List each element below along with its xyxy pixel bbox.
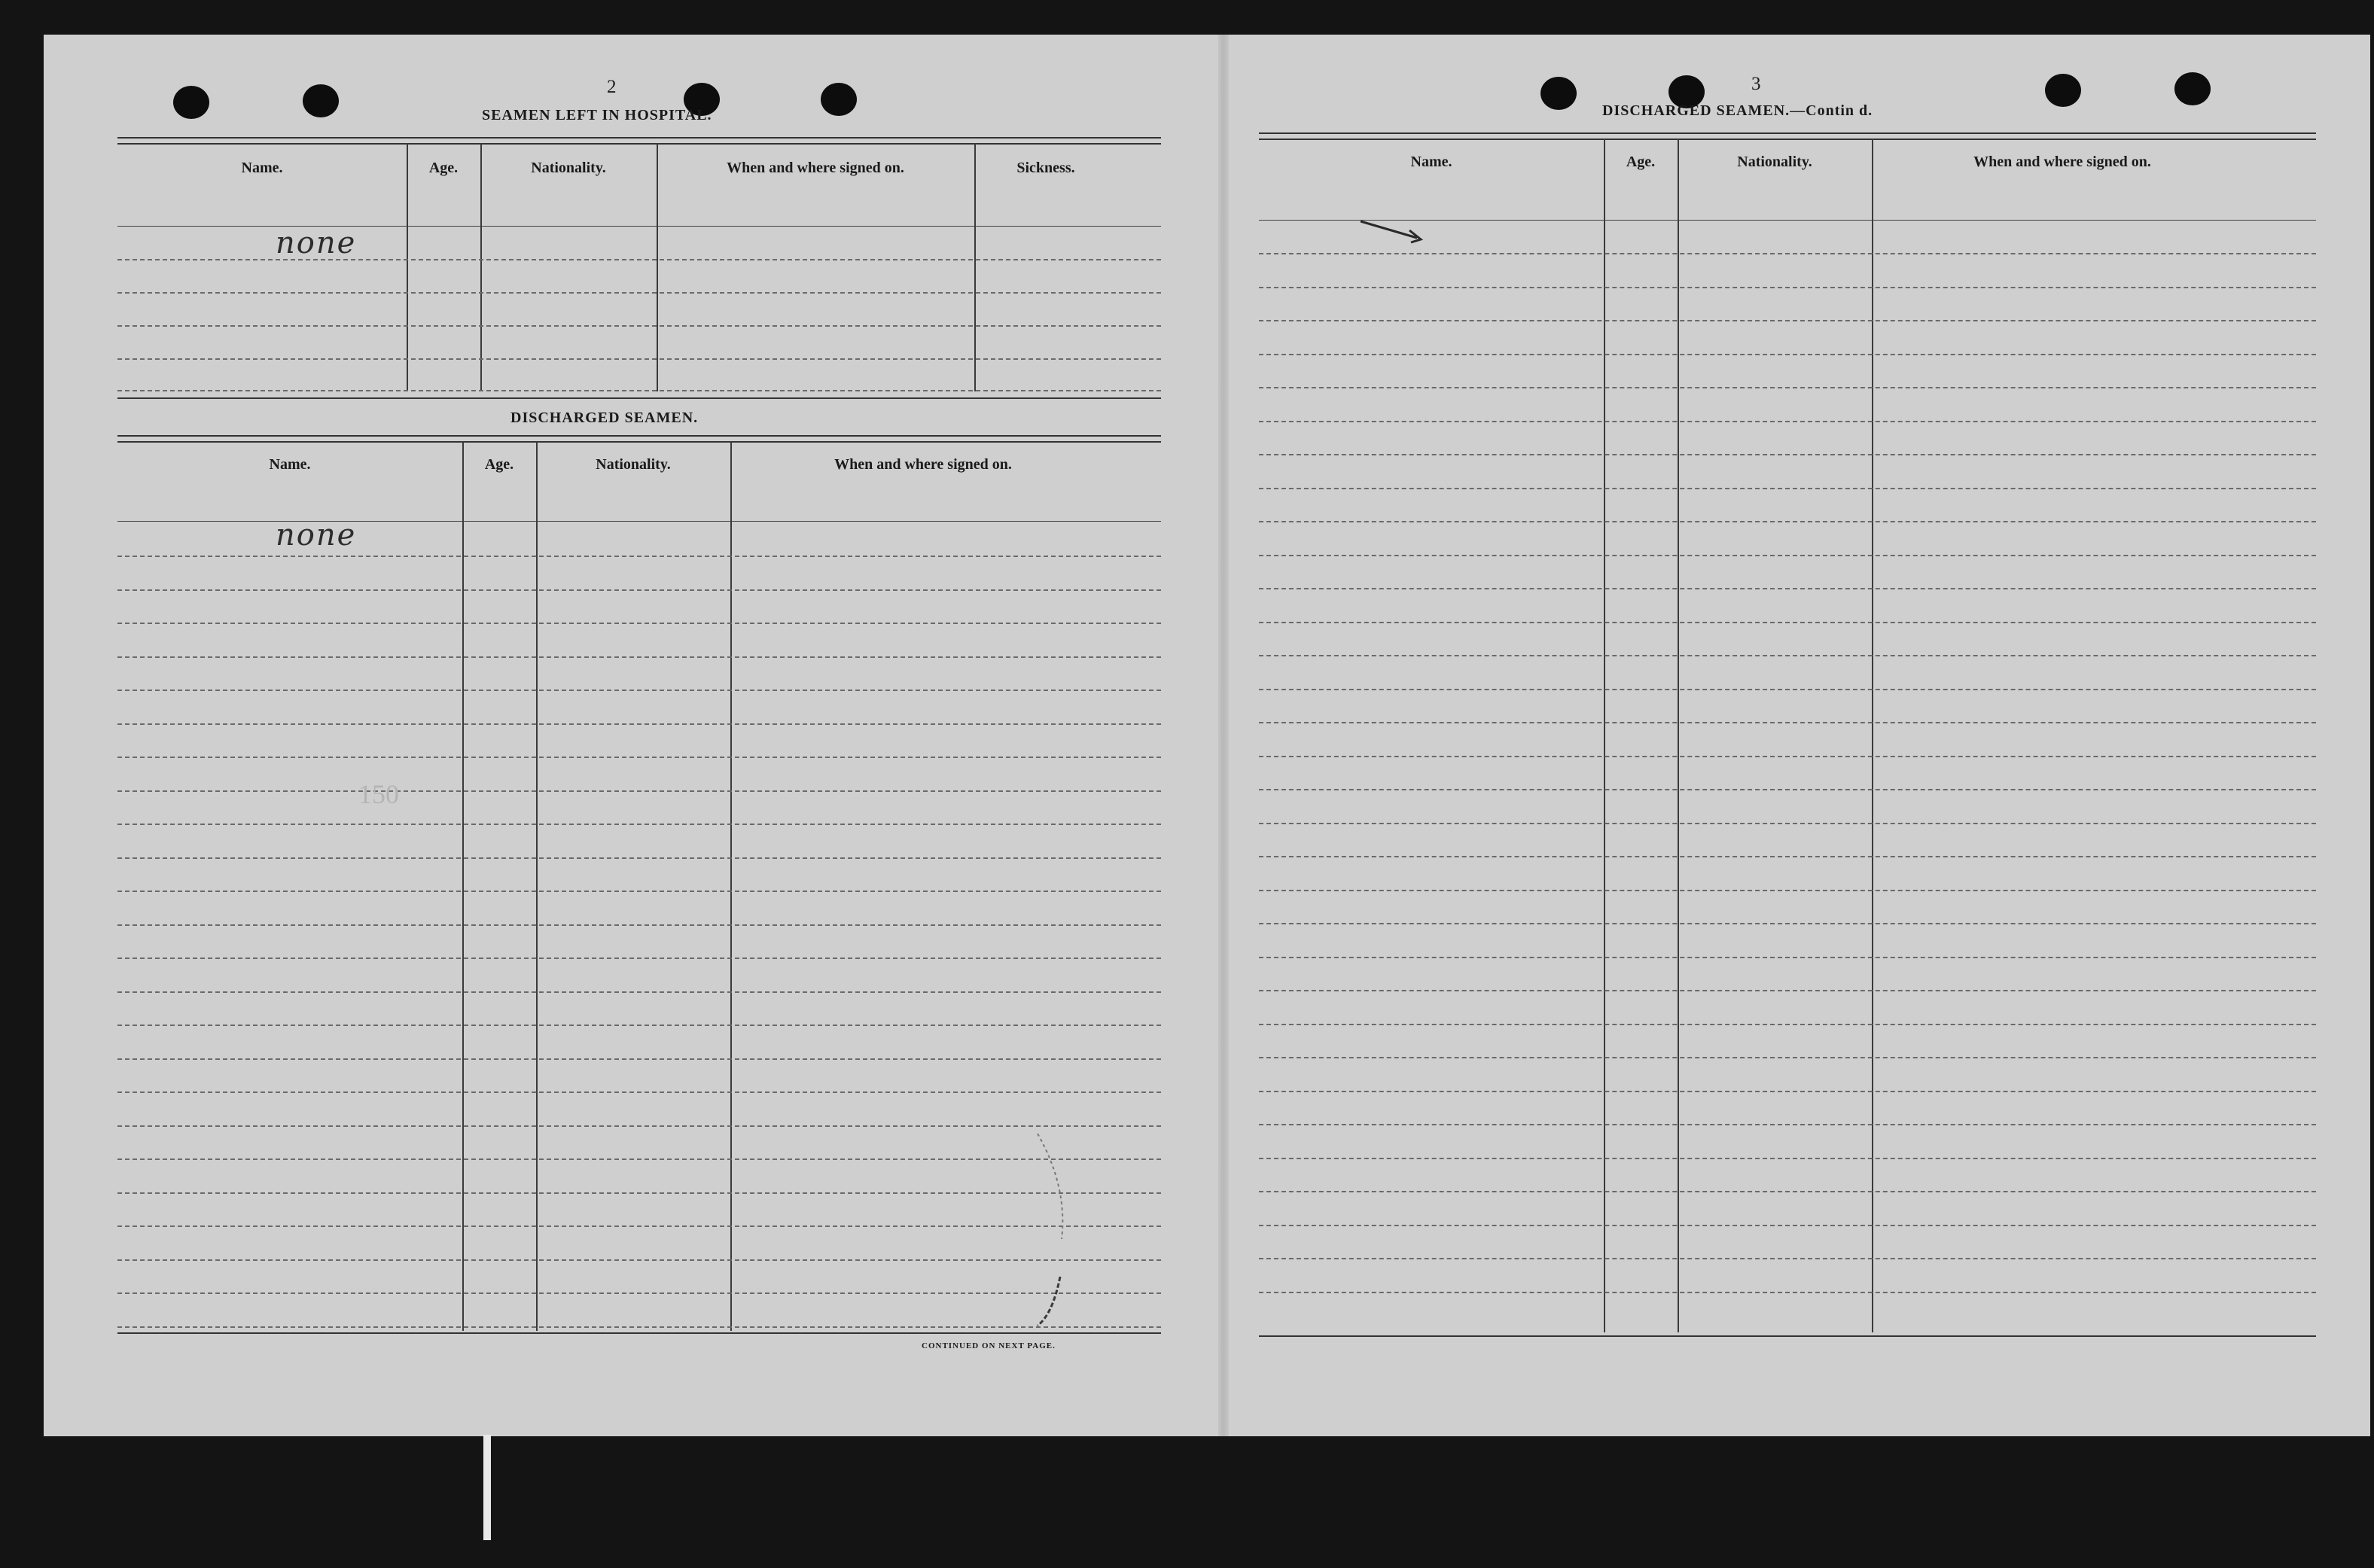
ruled-row-line: [1259, 421, 2316, 422]
clip-mark: [483, 1435, 491, 1540]
ruled-row-line: [1259, 588, 2316, 589]
ruled-row-line: [117, 891, 1161, 892]
ruled-row-line: [1259, 521, 2316, 522]
discharged-left-header-rule: [117, 521, 1161, 522]
hospital-row-line: [117, 325, 1161, 327]
ruled-row-line: [117, 1326, 1161, 1328]
ruled-row-line: [1259, 1124, 2316, 1125]
ruled-row-line: [117, 824, 1161, 825]
punch-hole-7: [2045, 74, 2081, 107]
ruled-row-line: [117, 1292, 1161, 1294]
ruled-row-line: [1259, 320, 2316, 321]
hospital-row-line: [117, 292, 1161, 294]
discharged-right-col-name: Name.: [1410, 154, 1452, 170]
ruled-row-line: [1259, 1225, 2316, 1226]
hospital-divider-3: [657, 143, 658, 391]
ruled-row-line: [117, 690, 1161, 691]
ruled-row-line: [1259, 1091, 2316, 1092]
ruled-row-line: [1259, 722, 2316, 723]
ruled-row-line: [117, 1259, 1161, 1261]
discharged-left-divider-3: [730, 441, 732, 1331]
discharged-section-title: DISCHARGED SEAMEN.: [510, 410, 699, 426]
discharged-left-col-nationality: Nationality.: [596, 456, 671, 473]
hospital-header-rule: [117, 226, 1161, 227]
punch-hole-2: [303, 84, 339, 117]
ruled-row-line: [117, 958, 1161, 959]
right-page-number: 3: [1751, 74, 1761, 94]
pencil-mark: [1030, 1126, 1075, 1337]
ruled-row-line: [117, 1058, 1161, 1060]
ruled-row-line: [117, 1092, 1161, 1093]
discharged-left-col-name: Name.: [269, 456, 311, 473]
ruled-row-line: [1259, 1057, 2316, 1058]
punch-hole-1: [173, 86, 209, 119]
ruled-row-line: [1259, 1292, 2316, 1293]
ruled-row-line: [1259, 387, 2316, 388]
ruled-row-line: [1259, 1258, 2316, 1259]
discharged-right-divider-1: [1604, 139, 1605, 1332]
ruled-row-line: [1259, 253, 2316, 254]
ruled-row-line: [1259, 789, 2316, 790]
faint-number-mark: 150: [358, 779, 399, 809]
ruled-row-line: [1259, 488, 2316, 489]
punch-hole-4: [821, 83, 857, 116]
hospital-row-line: [117, 259, 1161, 260]
punch-hole-8: [2174, 72, 2211, 105]
discharged-right-col-signed-on: When and where signed on.: [1973, 154, 2151, 170]
discharged-left-divider-1: [462, 441, 464, 1331]
hospital-row-line: [117, 390, 1161, 391]
right-section-title: DISCHARGED SEAMEN.—Contin d.: [1602, 102, 1873, 119]
ruled-row-line: [117, 723, 1161, 725]
ruled-row-line: [117, 924, 1161, 926]
hospital-section-title: SEAMEN LEFT IN HOSPITAL.: [482, 107, 712, 123]
ruled-row-line: [1259, 454, 2316, 455]
ruled-row-line: [117, 623, 1161, 624]
discharged-table-right: [1259, 132, 2316, 1382]
discharged-right-col-nationality: Nationality.: [1737, 154, 1812, 170]
hospital-divider-1: [407, 143, 408, 391]
hospital-table-bottom-rule: [117, 397, 1161, 399]
discharged-left-divider-2: [536, 441, 538, 1331]
hospital-col-nationality: Nationality.: [531, 160, 606, 176]
ruled-row-line: [1259, 689, 2316, 690]
continued-footer: CONTINUED ON NEXT PAGE.: [922, 1341, 1056, 1350]
ruled-row-line: [1259, 287, 2316, 288]
ruled-row-line: [117, 1158, 1161, 1160]
ruled-row-line: [117, 589, 1161, 591]
hospital-divider-2: [480, 143, 482, 391]
hospital-table: [117, 137, 1161, 437]
left-page-number: 2: [607, 77, 617, 97]
discharged-entry-none: none: [276, 518, 357, 553]
ruled-row-line: [1259, 1191, 2316, 1192]
discharged-right-divider-2: [1678, 139, 1679, 1332]
ruled-row-line: [1259, 856, 2316, 857]
ruled-row-line: [117, 556, 1161, 557]
ruled-row-line: [1259, 655, 2316, 656]
ruled-row-line: [117, 1225, 1161, 1227]
discharged-table-left: [117, 435, 1161, 1376]
ruled-row-line: [1259, 354, 2316, 355]
ruled-row-line: [117, 656, 1161, 658]
ruled-row-line: [117, 757, 1161, 758]
discharged-left-col-signed-on: When and where signed on.: [834, 456, 1012, 473]
discharged-right-col-age: Age.: [1626, 154, 1656, 170]
ledger-spread: [44, 35, 2370, 1436]
ruled-row-line: [117, 1125, 1161, 1127]
ruled-row-line: [117, 790, 1161, 792]
hospital-col-sickness: Sickness.: [1016, 160, 1075, 176]
discharged-right-divider-3: [1872, 139, 1873, 1332]
ruled-row-line: [1259, 555, 2316, 556]
hospital-row-line: [117, 358, 1161, 360]
ruled-row-line: [1259, 990, 2316, 991]
discharged-left-top-rule: [117, 435, 1161, 443]
ruled-row-line: [117, 991, 1161, 993]
hospital-divider-4: [974, 143, 976, 391]
discharged-left-bottom-rule: [117, 1332, 1161, 1334]
ruled-row-line: [1259, 622, 2316, 623]
hospital-col-name: Name.: [241, 160, 283, 176]
hospital-col-signed-on: When and where signed on.: [727, 160, 904, 176]
discharged-right-top-rule: [1259, 132, 2316, 140]
hospital-col-age: Age.: [428, 160, 459, 176]
hospital-table-top-rule: [117, 137, 1161, 145]
hospital-entry-none: none: [276, 226, 357, 260]
ruled-row-line: [1259, 756, 2316, 757]
ruled-row-line: [1259, 1158, 2316, 1159]
ruled-row-line: [117, 1192, 1161, 1194]
ruled-row-line: [1259, 957, 2316, 958]
ruled-row-line: [117, 1025, 1161, 1026]
ditto-mark: [1357, 215, 1432, 245]
ruled-row-line: [1259, 823, 2316, 824]
ruled-row-line: [1259, 923, 2316, 924]
discharged-left-col-age: Age.: [484, 456, 514, 473]
ruled-row-line: [1259, 1024, 2316, 1025]
discharged-right-bottom-rule: [1259, 1335, 2316, 1337]
punch-hole-5: [1541, 77, 1577, 110]
page-fold: [1218, 35, 1229, 1436]
ruled-row-line: [117, 857, 1161, 859]
ruled-row-line: [1259, 890, 2316, 891]
